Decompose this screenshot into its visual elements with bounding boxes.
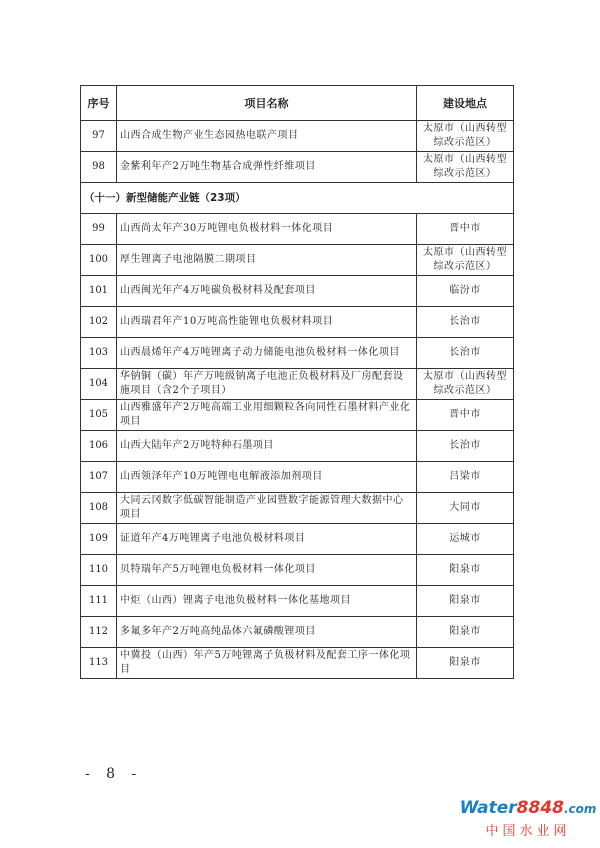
table-row [81,462,514,493]
row-number: 107 [81,462,117,493]
row-number: 100 [81,245,117,276]
table-body-after [81,214,514,679]
table-row [81,524,514,555]
row-project-name: 多氟多年产2万吨高纯晶体六氟磷酸锂项目 [117,617,417,648]
section-row [81,183,514,214]
watermark-part-a: Water [459,798,517,818]
section-title: （十一）新型储能产业链（23项） [81,183,514,214]
row-location: 长治市 [417,307,514,338]
row-number: 109 [81,524,117,555]
table-row [81,400,514,431]
table-row [81,338,514,369]
row-number: 98 [81,152,117,183]
row-location: 吕梁市 [417,462,514,493]
watermark-part-b: 8848 [516,798,564,818]
header-no: 序号 [81,86,117,121]
project-table [80,85,514,679]
page-number: - 8 - [85,766,143,782]
section-body [81,183,514,214]
row-number: 104 [81,369,117,400]
table-row [81,276,514,307]
table-row [81,617,514,648]
table-row [81,555,514,586]
row-project-name: 大同云冈数字低碳智能制造产业园暨数字能源管理大数据中心项目 [117,493,417,524]
row-project-name: 山西尚太年产30万吨锂电负极材料一体化项目 [117,214,417,245]
row-location: 晋中市 [417,214,514,245]
row-number: 108 [81,493,117,524]
watermark-subtitle: 中国水业网 [485,824,571,839]
table-header-row [81,86,514,121]
row-number: 113 [81,648,117,679]
header-name: 项目名称 [117,86,417,121]
row-location: 阳泉市 [417,648,514,679]
row-location: 太原市（山西转型综改示范区） [417,245,514,276]
table-row [81,431,514,462]
watermark-wordmark [458,798,598,818]
row-project-name: 中冀投（山西）年产5万吨锂离子负极材料及配套工序一体化项目 [117,648,417,679]
row-project-name: 山西晨烯年产4万吨锂离子动力储能电池负极材料一体化项目 [117,338,417,369]
table-row [81,369,514,400]
row-location: 太原市（山西转型综改示范区） [417,369,514,400]
row-location: 太原市（山西转型综改示范区） [417,121,514,152]
row-project-name: 山西合成生物产业生态园热电联产项目 [117,121,417,152]
table-body-before [81,121,514,183]
row-location: 阳泉市 [417,617,514,648]
table-row [81,121,514,152]
row-number: 97 [81,121,117,152]
row-location: 晋中市 [417,400,514,431]
row-number: 106 [81,431,117,462]
row-number: 111 [81,586,117,617]
row-location: 长治市 [417,431,514,462]
table-row [81,586,514,617]
table-row [81,648,514,679]
row-number: 102 [81,307,117,338]
row-project-name: 证道年产4万吨锂离子电池负极材料项目 [117,524,417,555]
table-row [81,307,514,338]
row-number: 101 [81,276,117,307]
row-location: 运城市 [417,524,514,555]
row-location: 大同市 [417,493,514,524]
row-number: 105 [81,400,117,431]
table-row [81,152,514,183]
row-location: 太原市（山西转型综改示范区） [417,152,514,183]
row-number: 110 [81,555,117,586]
row-project-name: 华钠铜（碳）年产万吨级钠离子电池正负极材料及厂房配套设施项目（含2个子项目） [117,369,417,400]
row-project-name: 金紫利年产2万吨生物基合成弹性纤维项目 [117,152,417,183]
row-location: 阳泉市 [417,586,514,617]
row-project-name: 山西领泽年产10万吨锂电电解液添加剂项目 [117,462,417,493]
row-location: 长治市 [417,338,514,369]
row-number: 112 [81,617,117,648]
row-project-name: 贝特瑞年产5万吨锂电负极材料一体化项目 [117,555,417,586]
row-location: 临汾市 [417,276,514,307]
row-project-name: 山西大陆年产2万吨特种石墨项目 [117,431,417,462]
row-number: 103 [81,338,117,369]
table-row [81,493,514,524]
row-number: 99 [81,214,117,245]
table-row [81,214,514,245]
watermark-part-c: .com [564,802,597,816]
row-project-name: 山西瑞君年产10万吨高性能锂电负极材料项目 [117,307,417,338]
watermark-logo [458,798,598,839]
row-project-name: 中炬（山西）锂离子电池负极材料一体化基地项目 [117,586,417,617]
header-location: 建设地点 [417,86,514,121]
row-project-name: 山西雅盛年产2万吨高端工业用细颗粒各向同性石墨材料产业化项目 [117,400,417,431]
table-row [81,245,514,276]
row-project-name: 山西闽光年产4万吨碳负极材料及配套项目 [117,276,417,307]
row-location: 阳泉市 [417,555,514,586]
row-project-name: 厚生锂离子电池隔膜二期项目 [117,245,417,276]
